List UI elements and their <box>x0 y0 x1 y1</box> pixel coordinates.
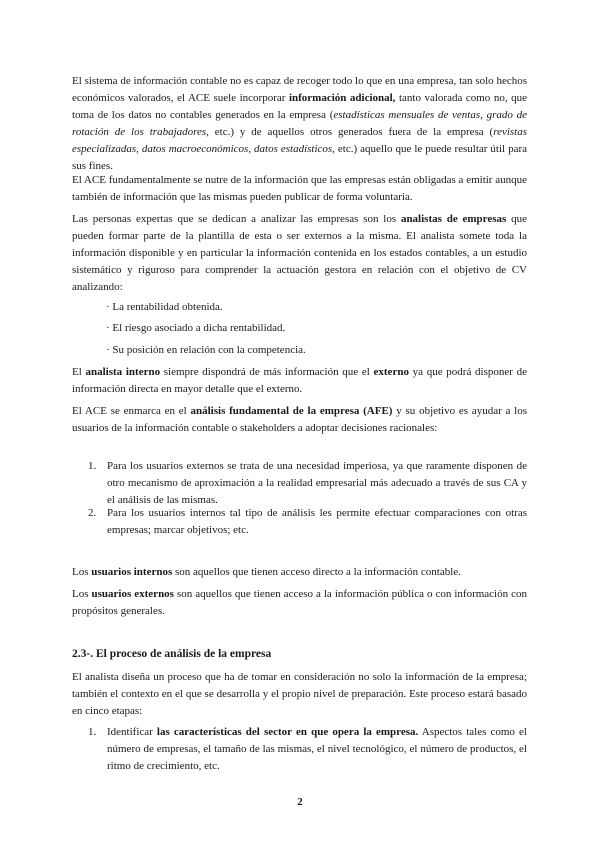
text: etc.) y de aquellos otros generados fuera de la empresa ( <box>208 126 494 138</box>
bullet-item: · El riesgo asociado a dicha rentabilidad. <box>106 322 286 334</box>
bold-text: información adicional, <box>288 92 396 104</box>
bold-text: las características del sector en que opera la empresa. <box>156 726 419 738</box>
bold-text: análisis fundamental de la empresa (AFE) <box>190 405 393 417</box>
text: Los <box>72 588 92 600</box>
text: Las personas expertas que se dedican a analizar las empresas son los <box>72 213 401 225</box>
bold-text: usuarios internos <box>91 566 173 578</box>
bold-text: analista interno <box>85 366 161 378</box>
text: ya que podrá disponer de información directa en mayor detalle que el externo. <box>72 366 527 395</box>
bullet-item: · La rentabilidad obtenida. <box>106 301 223 313</box>
text: Aspectos tales como el número de empresas, el tamaño de las mismas, el nivel tecnológico, el número de productos, el ritmo de crecimiento, etc. <box>107 726 527 772</box>
text: Identificar <box>107 726 157 738</box>
page-number: 2 <box>297 796 303 808</box>
italic-text: estadísticas mensuales de ventas, grado de rotación de los trabajadores, <box>72 109 527 138</box>
bold-text: externo <box>373 366 409 378</box>
text: El sistema de información contable no es capaz de recoger todo lo que en una empresa, tan solo hechos económicos valorados, el ACE suele incorporar <box>72 75 527 104</box>
bold-text: analistas de empresas <box>400 213 507 225</box>
italic-text: revistas especializadas, datos macroeconómicos, datos estadísticos, <box>72 126 528 155</box>
paragraph-analistas <box>72 211 527 296</box>
text: siempre dispondrá de más información que el <box>160 366 374 378</box>
text: El ACE se enmarca en el <box>72 405 191 417</box>
list-item: Para los usuarios internos tal tipo de análisis les permite efectuar comparaciones con otras empresas; marcar objetivos; etc. <box>107 507 527 536</box>
paragraph-afe <box>72 403 527 437</box>
list-number: 1. <box>88 726 97 738</box>
text: son aquellos que tienen acceso directo a la información contable. <box>172 566 461 578</box>
bold-text: usuarios externos <box>91 588 174 600</box>
text: Los <box>72 566 92 578</box>
text: tanto valorada como no, que toma de los datos no contables generados en la empresa ( <box>72 92 527 121</box>
paragraph-usuarios-externos <box>72 586 527 620</box>
paragraph-analista-interno <box>72 364 527 398</box>
text: que pueden formar parte de la plantilla de esta o ser externos a la misma. El analista somete toda la información disponible y en particular la información contenida en los estados contables, a un estudio sistemático y riguroso para comprender la actuación gestora en relación con el objetivo de CV analizando: <box>72 213 528 293</box>
paragraph-proceso: El analista diseña un proceso que ha de tomar en consideración no solo la información de la empresa; también el contexto en el que se desarrolla y el propio nivel de preparación. Este proceso estará basado en cinco etapas: <box>72 671 527 717</box>
text: etc.) aquello que le puede resultar útil para sus fines. <box>72 143 527 172</box>
paragraph-ace-nutre: El ACE fundamentalmente se nutre de la información que las empresas están obligadas a emitir aunque también de información que las mismas pueden publicar de forma voluntaria. <box>72 174 527 203</box>
paragraph-usuarios-internos <box>72 564 527 581</box>
text: y su objetivo es ayudar a los usuarios de la información contable o stakeholders a adoptar decisiones racionales: <box>72 405 527 434</box>
list-number: 2. <box>88 507 97 519</box>
bullet-item: · Su posición en relación con la competencia. <box>106 344 306 356</box>
list-item <box>107 724 527 775</box>
list-number: 1. <box>88 460 97 472</box>
section-title: 2.3-. El proceso de análisis de la empresa <box>72 648 272 660</box>
list-item: Para los usuarios externos se trata de una necesidad imperiosa, ya que raramente disponen de otro mecanismo de aproximación a la realidad empresarial más adecuado a través de sus CA y el análisis de las mismas. <box>107 460 527 506</box>
text: El <box>72 366 86 378</box>
paragraph-ace-informacion <box>72 73 527 175</box>
text: son aquellos que tienen acceso a la información pública o con información con propósitos generales. <box>72 588 527 617</box>
